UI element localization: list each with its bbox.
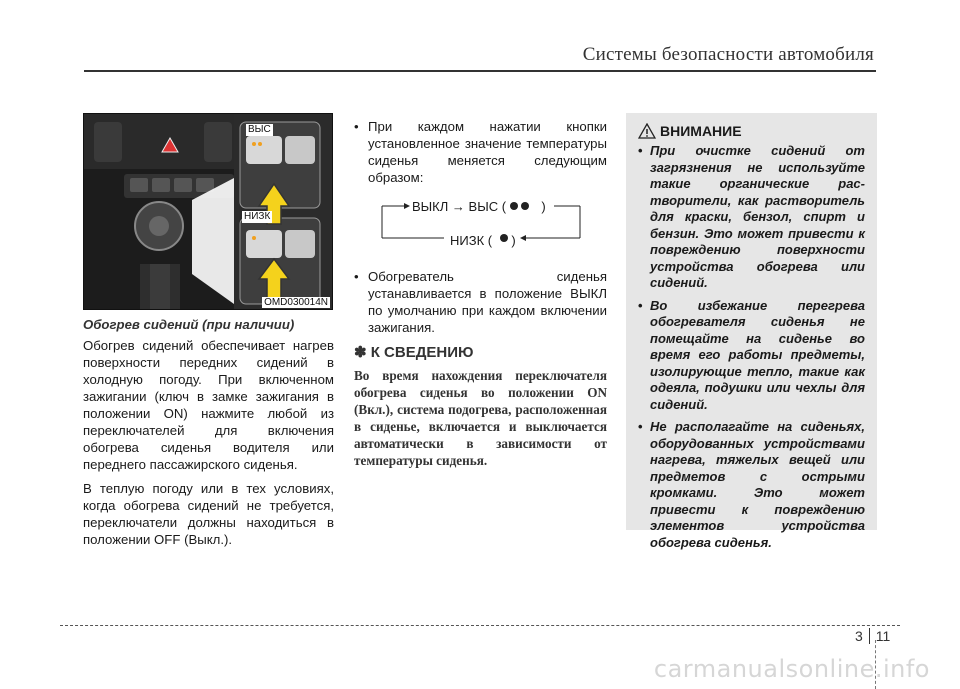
left-column	[83, 316, 334, 555]
bullet-dot: •	[354, 119, 359, 134]
label-high: ВЫС	[248, 124, 271, 135]
dashboard-illustration	[84, 114, 333, 310]
chapter-number: 3	[855, 628, 863, 644]
left-paragraph-1: Обогрев сидений обеспечивает нагрев поверхности передних сидений в холодную погоду. При включенном зажигании (ключ в замке зажигания в положении ON) нажмите любой из переключателей для включения обогрева сиденья водителя или переднего пассажирского сиденья.	[83, 338, 334, 472]
label-low: НИЗК	[244, 211, 271, 222]
bullet-dot: •	[638, 297, 643, 313]
bullet-dot: •	[638, 143, 643, 158]
page-number-value: 11	[875, 628, 891, 644]
info-text: Во время нахождения переключателя обогрева сиденья во положении ON (Вкл.), система подогрева, расположенная в сиденье, включается и выключается автоматически в зависимости от температуры сиденья.	[354, 368, 607, 468]
bullet-text-1: При каждом нажатии кнопки установленное значение температуры сиденья меняется следующим образом:	[368, 119, 607, 185]
diagram-bottom-row	[450, 232, 516, 249]
low-close-paren: )	[511, 233, 516, 248]
footer-rule	[60, 625, 900, 626]
list-item	[638, 419, 865, 551]
page-separator	[869, 628, 870, 644]
bullet-text-2: Обогреватель сиденья устанавливается в положение ВЫКЛ по умолчанию при каждом включении зажигания.	[368, 269, 607, 335]
list-item	[638, 298, 865, 414]
warning-item-3: Не располагайте на сиденьях, оборудованных устройствами нагрева, тяжелых вещей или предметов с острыми кромками. Это может привести к повреждению элементов устройства обогрева сиденья.	[650, 419, 865, 550]
page-number	[855, 628, 890, 644]
warning-box	[626, 113, 877, 550]
bullet-dot: •	[638, 419, 643, 434]
list-item	[354, 268, 607, 336]
high-label: ВЫС (	[468, 199, 507, 214]
warning-item-2: Во избежание перегрева обогревателя сиденья не помещайте на сиденье во время его работы предметы, изолирующие тепло, такие как одеяла, подушки или чехлы для сидений.	[650, 297, 865, 412]
arrow-icon: →	[451, 199, 465, 214]
warning-title: ВНИМАНИЕ	[660, 123, 742, 139]
seat-heater-photo	[83, 113, 333, 310]
low-label: НИЗК (	[450, 233, 493, 248]
off-label: ВЫКЛ	[412, 199, 449, 214]
middle-column	[354, 118, 607, 469]
warning-title-row	[638, 123, 865, 139]
figure-caption: OMD030014N	[264, 297, 328, 308]
page-header-title: Системы безопасности автомобиля	[582, 44, 874, 65]
warning-triangle-icon	[638, 123, 656, 139]
list-item	[354, 118, 607, 186]
seat-heater-subheading: Обогрев сидений (при наличии)	[83, 317, 295, 332]
info-heading: ✽ К СВЕДЕНИЮ	[354, 344, 474, 361]
diagram-top-row	[412, 198, 546, 215]
bullet-dot: •	[354, 269, 359, 284]
list-item	[638, 143, 865, 292]
high-close-paren: )	[541, 199, 546, 214]
header-rule	[84, 70, 876, 72]
warning-item-1: При очистке сидений от загрязнения не используйте такие органические рас-творители, как растворитель для краски, бензол, спирт и бензин. Это может привести к повреждению поверхности устройства обогрева или сидений.	[650, 143, 865, 290]
mode-cycle-diagram	[354, 192, 607, 258]
watermark: carmanualsonline.info	[653, 655, 930, 683]
left-paragraph-2: В теплую погоду или в тех условиях, когда обогрева сидений не требуется, переключатели должны находиться в положении OFF (Выкл.).	[83, 481, 334, 547]
